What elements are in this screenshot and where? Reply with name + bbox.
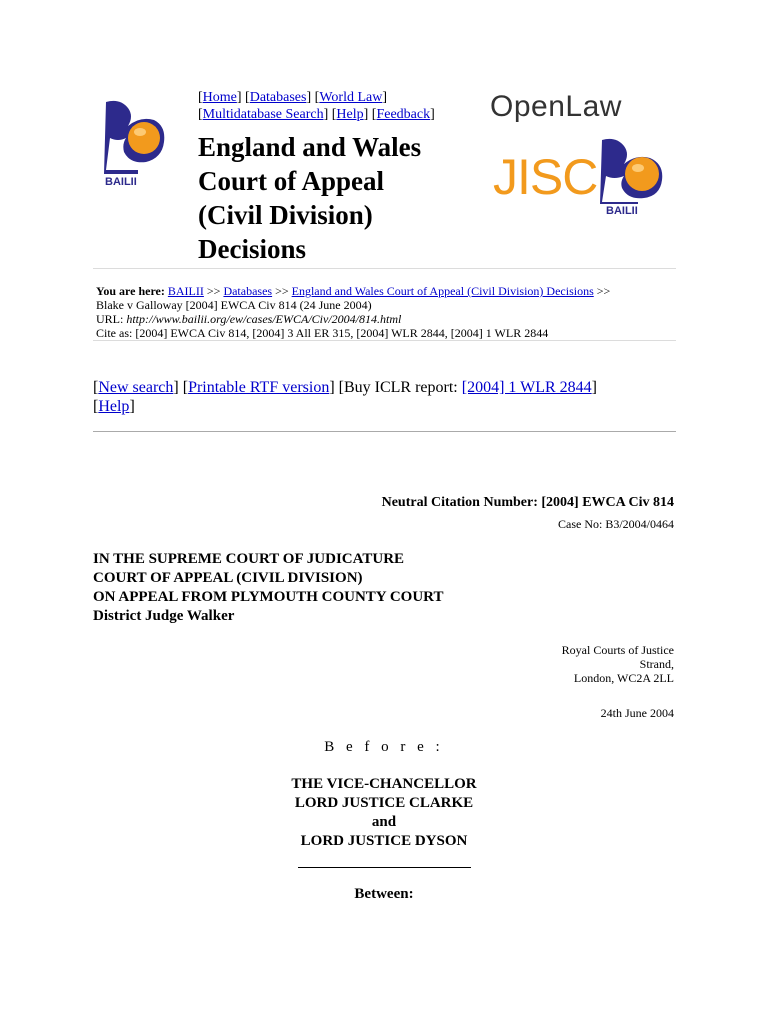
nav-multidatabase-search-link[interactable]: Multidatabase Search — [202, 107, 324, 122]
breadcrumb-court-link[interactable]: England and Wales Court of Appeal (Civil Division) Decisions — [291, 284, 594, 298]
case-name: Blake v Galloway [2004] EWCA Civ 814 (24 June 2004) — [96, 298, 372, 312]
cite-as: Cite as: [2004] EWCA Civ 814, [2004] 3 All ER 315, [2004] WLR 2844, [2004] 1 WLR 2844 — [96, 326, 549, 340]
judge-name: LORD JUSTICE DYSON — [300, 833, 468, 849]
address-line: London, WC2A 2LL — [573, 671, 674, 685]
breadcrumb-prefix: You are here: — [96, 284, 165, 298]
new-search-link[interactable]: New search — [98, 379, 174, 396]
court-line: IN THE SUPREME COURT OF JUDICATURE — [93, 551, 405, 567]
nav-feedback-link[interactable]: Feedback — [376, 107, 431, 122]
nav-databases-link[interactable]: Databases — [249, 90, 307, 105]
court-line: ON APPEAL FROM PLYMOUTH COUNTY COURT — [93, 589, 444, 605]
breadcrumb-databases-link[interactable]: Databases — [223, 284, 273, 298]
bailii-logo[interactable] — [100, 98, 168, 188]
bailii-logo-orb — [625, 157, 659, 191]
url-label: URL: — [96, 312, 124, 326]
title-line: (Civil Division) — [198, 200, 373, 230]
bailii-logo-small[interactable] — [598, 136, 670, 216]
breadcrumb-bailii-link[interactable]: BAILII — [167, 284, 204, 298]
action-links: [New search] [Printable RTF version] [Buy ICLR report: [2004] 1 WLR 2844] [Help] — [93, 379, 597, 415]
before-heading: B e f o r e : — [324, 739, 444, 755]
court-address — [562, 643, 674, 685]
printable-rtf-link[interactable]: Printable RTF version — [188, 379, 330, 396]
judge-name: THE VICE-CHANCELLOR — [291, 776, 477, 792]
divider — [93, 431, 676, 432]
page-title — [198, 130, 421, 266]
title-line: Decisions — [198, 234, 306, 264]
court-line: COURT OF APPEAL (CIVIL DIVISION) — [93, 570, 363, 586]
divider — [93, 268, 676, 269]
nav-home-link[interactable]: Home — [202, 90, 237, 105]
judge-name: LORD JUSTICE CLARKE — [294, 795, 474, 811]
court-line: District Judge Walker — [93, 608, 235, 624]
court-heading — [93, 550, 443, 626]
bailii-logo-label: BAILII — [105, 176, 137, 188]
bailii-logo-orb — [128, 122, 160, 154]
between-heading: Between: — [354, 886, 414, 902]
buy-report-label: Buy ICLR report: — [343, 379, 458, 396]
breadcrumb: You are here: BAILII >> Databases >> England and Wales Court of Appeal (Civil Division) Decisions >> Blake v Galloway [2004] EWCA Civ 814 (24 June 2004) URL: http://www.bailii.org/ew/cases/EWCA/Civ/2004/814.html Cite as: [2004] EWCA Civ 814, [2004] 3 All ER 315, [2004] WLR 2844, [2004] 1 WLR 2844 — [96, 284, 611, 340]
address-line: Strand, — [639, 657, 674, 671]
openlaw-logo[interactable]: OpenLaw — [490, 90, 622, 123]
divider — [93, 340, 676, 341]
neutral-citation: Neutral Citation Number: [2004] EWCA Civ 814 — [381, 495, 674, 510]
judgment-date: 24th June 2004 — [600, 706, 674, 720]
title-line: Court of Appeal — [198, 166, 385, 196]
case-number: Case No: B3/2004/0464 — [558, 517, 674, 531]
judges-list — [0, 775, 768, 851]
jisc-logo[interactable]: JISC — [493, 149, 598, 205]
nav-help-link[interactable]: Help — [336, 107, 364, 122]
nav-world-law-link[interactable]: World Law — [319, 90, 383, 105]
judge-conjunction: and — [371, 814, 397, 830]
address-line: Royal Courts of Justice — [561, 643, 674, 657]
bailii-logo-label: BAILII — [606, 205, 638, 216]
divider — [298, 867, 471, 868]
help-link[interactable]: Help — [98, 398, 130, 415]
iclr-report-link[interactable]: [2004] 1 WLR 2844 — [461, 379, 592, 396]
top-nav: [Home] [Databases] [World Law] [Multidatabase Search] [Help] [Feedback] — [198, 90, 435, 122]
title-line: England and Wales — [198, 132, 422, 162]
case-url: http://www.bailii.org/ew/cases/EWCA/Civ/2004/814.html — [126, 312, 402, 326]
